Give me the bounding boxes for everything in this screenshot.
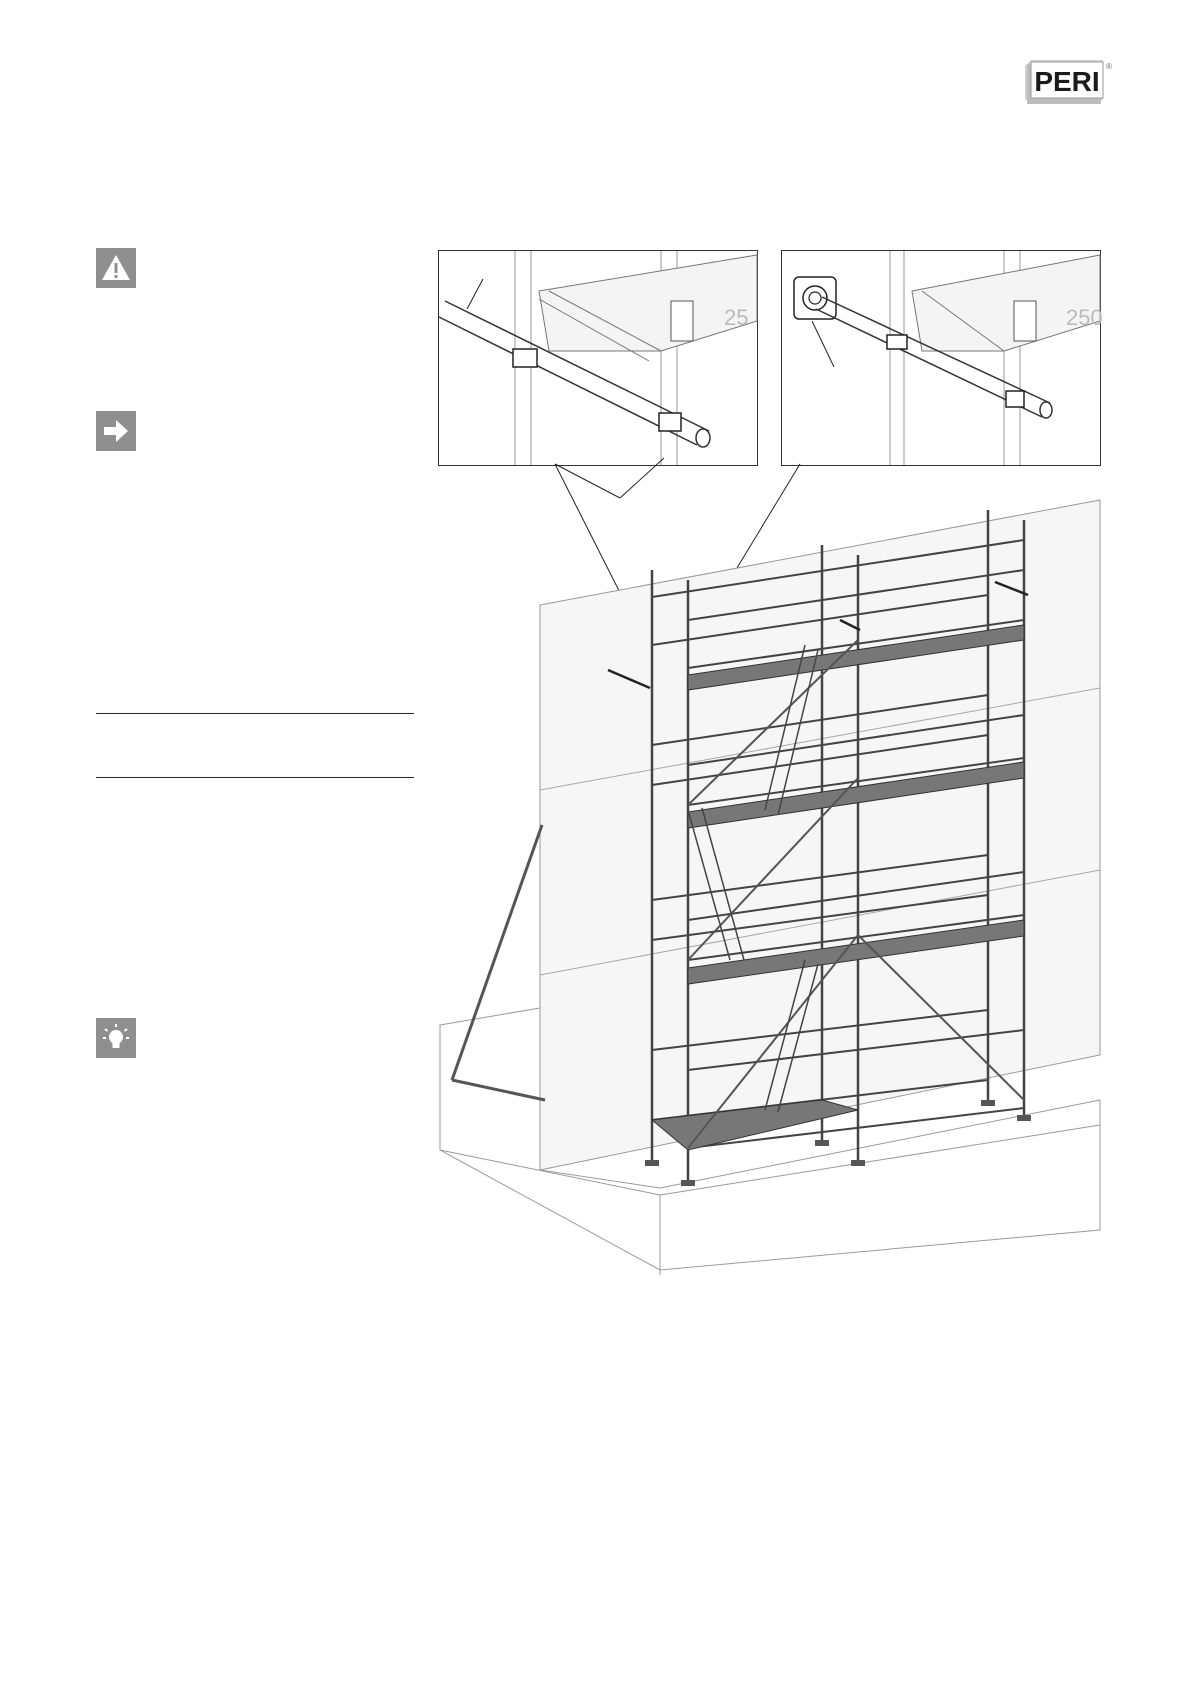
detail-right-size-label: 250 — [1066, 305, 1103, 330]
registered-mark: ® — [1106, 62, 1112, 71]
logo-text: PERI — [1034, 66, 1100, 97]
detail-left-size-label: 25 — [724, 305, 749, 330]
scaffold-assembly-drawing — [430, 460, 1130, 1280]
